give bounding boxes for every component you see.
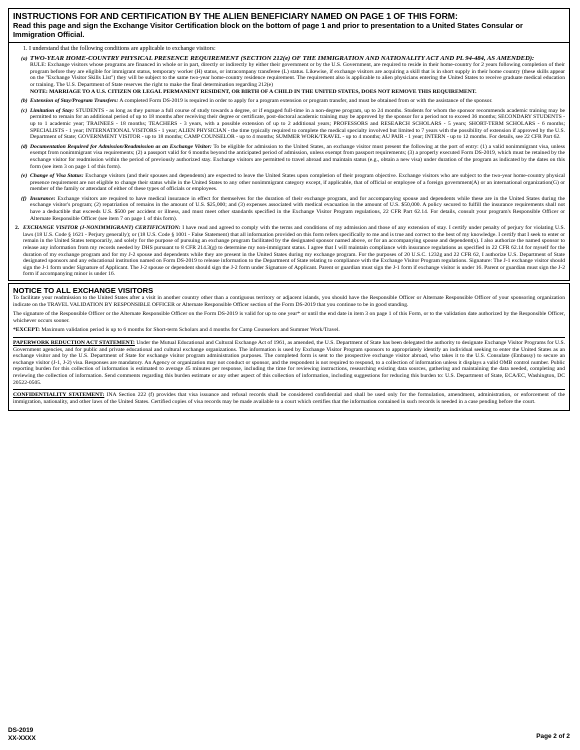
section-2-number: 2. — [15, 225, 20, 232]
condition-a-heading: TWO-YEAR HOME-COUNTRY PHYSICAL PRESENCE REQUIREMENT (SECTION 212(e) OF THE IMMIGRATION AND NATIONALITY ACT AND PL 94-484, AS AMENDED): — [30, 54, 535, 62]
form-page — [8, 8, 570, 411]
header-subtitle: Read this page and sign the Exchange Visitor Certification block on the bottom of page 1 and prior to presentation to a United States Consular or Immigration Official. — [13, 21, 523, 39]
condition-b-letter: (b) — [21, 98, 28, 105]
pra-text: Under the Mutual Educational and Cultural Exchange Act of 1961, as amended, the U.S. Department of State has been delegated the authority to designate Exchange Visitor Programs for U.S. Government agencies, and for public and private educational and cultural exchange organizations. The information is used by Exchange Visitor Program sponsors to appropriately identify an individual seeking to enter the United States as an exchange visitor and by the U.S. Department of State for exchange visitor program administration purposes. The completed form is sent to the prospective exchange visitor abroad, who takes it to the U.S. Consulate (Embassy) to secure an exchange visitor (J-1, J-2) visa. Responses are mandatory. An Agency or organization may not conduct or sponsor, and the respondent is not required to respond, to a collection of information unless it displays a valid OMB control number. Public reporting burden for this collection of information is estimated to average 45 minutes per response, including the time for reviewing instructions, researching existing data sources, gathering and maintaining the data needed, completing and reviewing the collection of information. Send comments regarding this burden estimate or any other aspect of this collection of information, including suggestions for reducing this burden to: U.S. Department of State, ECA/EC, Washington, DC 20522-0505. — [13, 339, 565, 386]
condition-c-letter: (c) — [21, 107, 28, 114]
form-code: XX-XXXX — [8, 734, 36, 742]
confidentiality-text: INA Section 222 (f) provides that visa issuance and refusal records shall be considered confidential and shall be used only for the formulation, amendment, administration, or enforcement of the immigration, nationality, and other laws of the United States. Certified copies of visa records may be made available to a court which certifies that the information contained in such records is needed in a case pending before the court. — [13, 392, 565, 405]
notice-paragraph-2: The signature of the Responsible Officer or the Alternate Responsible Officer on the Form DS-2019 is valid for up to one year* or until the end date in item 3 on page 1 of this Form, or to the validation date authorized by the Responsible Officer, whichever occurs sooner. — [13, 311, 565, 324]
section-1 — [13, 46, 565, 222]
divider — [13, 337, 565, 338]
notice-box — [8, 283, 570, 411]
section-1-lead — [23, 46, 565, 53]
condition-d-letter: (d) — [21, 143, 28, 150]
confidentiality-statement — [13, 392, 565, 405]
condition-c — [13, 108, 565, 141]
section-1-number: 1. — [23, 46, 28, 52]
condition-a-note: NOTE: MARRIAGE TO A U.S. CITIZEN OR LEGAL PERMANENT RESIDENT, OR BIRTH OF A CHILD IN THE UNITED STATES, DOES NOT REMOVE THIS REQUIREMENT. — [30, 88, 477, 95]
condition-b-heading: Extension of Stay/Program Transfers: — [30, 98, 119, 105]
notice-exception — [13, 327, 565, 334]
page-number: Page 2 of 2 — [536, 733, 570, 740]
instructions-header — [8, 8, 570, 43]
header-title: INSTRUCTIONS FOR AND CERTIFICATION BY THE ALIEN BENEFICIARY NAMED ON PAGE 1 OF THIS FORM: — [13, 11, 458, 21]
condition-a-body: RULE: Exchange visitors whose programs are financed in whole or in part, directly or indirectly by either their government or by the U.S. Government, are required to reside in their home-country for 2 years following completion of their program before they are eligible for immigrant status, temporary worker (H) status, or intracompany transferee (L) status. Likewise, if exchange visitors are acquiring a skill that is in short supply in their home country (these skills appear on the "Exchange Visitor Skills List") they will be subject to the same two-year home-country residence requirement. The requirement also is applicable to alien physicians entering the United States to receive graduate medical education or training. The U.S. Department of State reserves the right to make the final determination regarding 212(e) — [30, 62, 565, 88]
confidentiality-label: CONFIDENTIALITY STATEMENT: — [13, 392, 105, 399]
condition-e-letter: (e) — [21, 173, 28, 180]
conditions-section — [8, 43, 570, 281]
notice-title: NOTICE TO ALL EXCHANGE VISITORS — [13, 286, 154, 295]
exception-label: *EXCEPT: — [13, 327, 40, 334]
section-1-lead-text: I understand that the following conditions are applicable to exchange visitors: — [29, 46, 216, 52]
notice-paragraph-1: To facilitate your readmission to the United States after a visit in another country other than a contiguous territory or adjacent islands, you should have the Responsible Officer or Alternate Responsible Officer of your sponsoring organization indicate on the TRAVEL VALIDATION BY RESPONSIBLE OFFICER or Alternate Responsible Officer section of the Form DS-2019 that you continue to be in good standing. — [13, 295, 565, 308]
condition-f-body: Exchange visitors are required to have medical insurance in effect for themselves for the duration of their exchange program, and for accompanying spouse and dependents while these are in the United States during the exchange visitor's program; (2) repatriation of remains in the amount of U.S. $25,000; and (3) expenses associated with medical evacuation in the amount of U.S. $50,000. A policy secured to fulfill the insurance requirements shall not have a deductible that exceeds U.S. $500 per accident or illness, and must meet other standards specified in the Exchange Visitor Program regulations, 22 CFR Part 62.14. For details, consult your program's Responsible Officer or Alternate Responsible Officer (see item 7 on page 1 of this form). — [30, 195, 565, 222]
condition-d — [13, 144, 565, 170]
page-footer — [8, 727, 570, 742]
exception-text: Maximum validation period is up to 6 months for Short-term Scholars and 4 months for Camp Counselors and Summer Work/Travel. — [41, 327, 340, 334]
condition-d-heading: Documentation Required for Admission/Readmission as an Exchange Visitor: — [30, 143, 212, 150]
condition-a — [13, 56, 565, 96]
condition-f-letter: (f) — [21, 195, 27, 202]
pra-label: PAPERWORK REDUCTION ACT STATEMENT: — [13, 339, 135, 346]
condition-f — [13, 196, 565, 222]
form-id: DS-2019 — [8, 727, 34, 734]
condition-b-body: A completed Form DS-2019 is required in order to apply for a program extension or program transfer, and must be obtained from or with the assistance of the sponsor. — [119, 98, 493, 105]
condition-d-body: To be eligible for admission to the United States, an exchange visitor must present the following at the port of entry: (1) a valid nonimmigrant visa, unless exempt from nonimmigrant visa requirements; (2) a passport valid for 6 months beyond the anticipated period of admission, unless exempt from passport requirements; (3) a properly executed Form DS-2019, which must be retained by the exchange visitor for readmission within the period of previously authorized stay. Exchange visitors are permitted to travel abroad and maintain status (e.g., obtain a new visa) under duration of the program as indicated by the dates on this form (see item 3 on page 1 of this form). — [30, 143, 565, 170]
section-2-certification — [13, 225, 565, 278]
condition-b — [13, 98, 565, 105]
section-2-body: I have read and agreed to comply with the terms and conditions of my admission and those of any extension of stay. I certify under penalty of perjury for violating U.S. laws (18 U.S. Code § 1621 - Perjury generally); or (18 U.S. Code § 1001 - False Statement) that all information provided on this form refers specifically to me and is true and correct to the best of my knowledge. I certify that I seek to enter or remain in the United States temporarily, and solely for the purpose of pursuing an exchange program facilitated by the designated sponsor named above, or for an accompanying spouse and dependent(s). I also authorize the named sponsor to release any information from my records needed by DHS pursuant to 8 CFR 214.3(g) to determine my non-immigrant status. I agree that I will maintain compliance with insurance regulations as specified in 22 CFR 62.14 for myself for the duration of my exchange program and for my J-2 spouse and dependents while they are present in the United States during my exchange program. For the purposes of 20 U.S.C. 1232g and 22 CFR 62, I authorize U.S. Department of State designated sponsors and any educational institution named on Form DS-2019 to release information to the Department of State relating to compliance with the Exchange Visitor Program regulations. Signature: The J-1 exchange visitor should sign the J-1 form under Signature of Applicant. The J-2 spouse or dependent should sign the J-2 form under Signature of Applicant. Parent or guardian must sign the J-1 form if exchange visitor is under 16. Parent or guardian must sign the J-2 form if accompanying minor is under 16. — [23, 225, 565, 278]
divider — [13, 389, 565, 390]
condition-e-body: Exchange visitors (and their spouses and dependents) are expected to leave the United States upon completion of their program objective. Exchange visitors who are subject to the two-year home-country physical presence requirement are not eligible to change their status while in the United States to any other nonimmigrant category except, if applicable, that of official or employee of a foreign government(A) or an international organization(G) or member of the family or attendant of either of these types of officials or employees. — [30, 173, 565, 193]
condition-c-heading: Limitation of Stay: — [30, 107, 74, 114]
condition-e-heading: Change of Visa Status: — [30, 173, 84, 180]
condition-c-body: STUDENTS - as long as they pursue a full course of study towards a degree, or if engaged full-time in a non-degree program, up to 24 months. Students for whom the sponsor recommends academic training may be permitted to remain for an additional period of up to 18 months after receiving their degree or certificate, post-doctoral academic training may be approved by the sponsor for a period not to exceed 36 months; SECONDARY STUDENTS - up to 1 academic year; TRAINEES - 18 months; TEACHERS - 3 years, with a possible extension of up to 2 additional years; PROFESSORS and RESEARCH SCHOLARS - 5 years; SHORT-TERM SCHOLARS - 6 months; SPECIALISTS - 1 year; INTERNATIONAL VISITORS - 1 year; ALIEN PHYSICIAN - the time typically required to complete the medical specialty involved but limited to 7 years with the possibility of extension if approved by the U.S. Department of State; GOVERNMENT VISITOR - up to 18 months; CAMP COUNSELOR - up to 4 months; SUMMER WORK/TRAVEL - up to 4 months; AU PAIR - 1 year; INTERN - up to 12 months. For details, see 22 CFR Part 62. — [30, 107, 565, 141]
condition-f-heading: Insurance: — [30, 195, 56, 202]
condition-a-letter: (a) — [21, 55, 28, 62]
condition-e — [13, 173, 565, 193]
paperwork-reduction-statement — [13, 340, 565, 386]
section-2-heading: EXCHANGE VISITOR (J-NONIMMIGRANT) CERTIFICATION: — [23, 225, 181, 232]
